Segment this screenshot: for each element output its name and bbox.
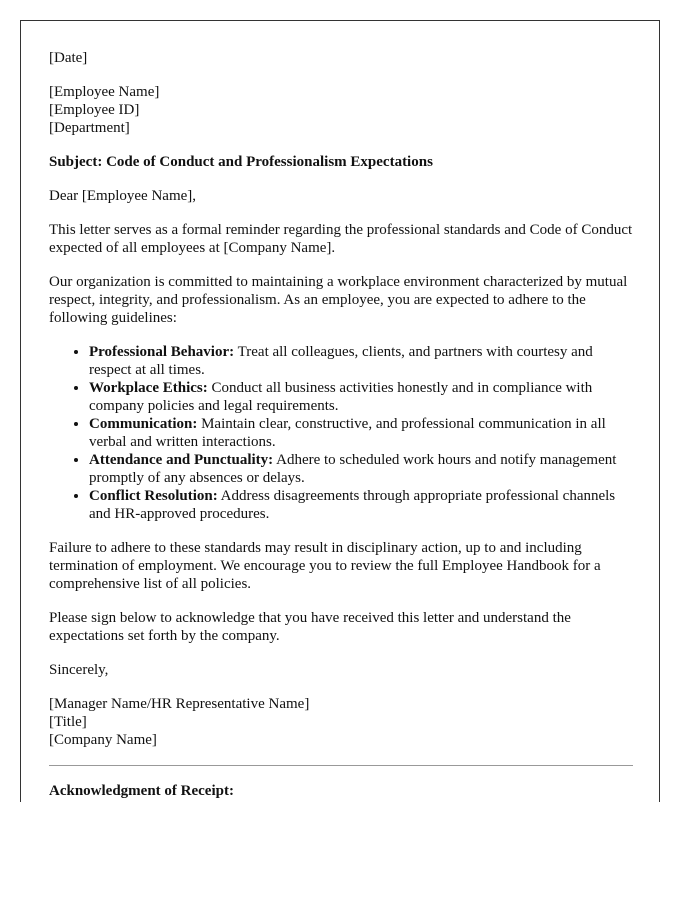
- salutation: Dear [Employee Name],: [49, 188, 197, 204]
- acknowledgment-heading: Acknowledgment of Receipt:: [49, 783, 234, 799]
- guidelines-list: [49, 343, 633, 523]
- recipient-name: [Employee Name]: [49, 84, 160, 100]
- sender-company: [Company Name]: [49, 732, 157, 748]
- guideline-item: [89, 379, 633, 415]
- intro-paragraph: This letter serves as a formal reminder regarding the professional standards and Code of Conduct expected of all employees at [Company Name].: [49, 222, 633, 256]
- guideline-title: Attendance and Punctuality:: [89, 452, 274, 468]
- guideline-text: Maintain clear, constructive, and professional communication in all verbal and written interactions.: [89, 416, 606, 450]
- recipient-department: [Department]: [49, 120, 130, 136]
- guideline-item: [89, 451, 633, 487]
- guideline-text: Adhere to scheduled work hours and notify management promptly of any absences or delays.: [89, 452, 617, 486]
- consequences-paragraph: Failure to adhere to these standards may result in disciplinary action, up to and including termination of employment. We encourage you to review the full Employee Handbook for a comprehensive list of all policies.: [49, 540, 601, 592]
- commitment-paragraph: Our organization is committed to maintaining a workplace environment characterized by mutual respect, integrity, and professionalism. As an employee, you are expected to adhere to the following guidelines:: [49, 274, 628, 326]
- guideline-title: Workplace Ethics:: [89, 380, 208, 396]
- letter-page: [20, 20, 660, 802]
- guideline-item: [89, 487, 633, 523]
- recipient-id: [Employee ID]: [49, 102, 140, 118]
- guideline-text: Conduct all business activities honestly and in compliance with company policies and legal requirements.: [89, 380, 593, 414]
- guideline-title: Conflict Resolution:: [89, 488, 218, 504]
- guideline-text: Treat all colleagues, clients, and partners with courtesy and respect at all times.: [89, 344, 593, 378]
- sign-request-paragraph: Please sign below to acknowledge that you have received this letter and understand the expectations set forth by the company.: [49, 610, 571, 644]
- recipient-block: [49, 83, 633, 137]
- closing: Sincerely,: [49, 662, 109, 678]
- guideline-title: Professional Behavior:: [89, 344, 235, 360]
- guideline-item: [89, 343, 633, 379]
- guideline-title: Communication:: [89, 416, 198, 432]
- date-line: [Date]: [49, 50, 88, 66]
- guideline-text: Address disagreements through appropriate professional channels and HR-approved procedures.: [89, 488, 616, 522]
- section-divider: [49, 765, 633, 766]
- sender-block: [49, 695, 633, 749]
- subject-line: Subject: Code of Conduct and Professionalism Expectations: [49, 154, 433, 170]
- guideline-item: [89, 415, 633, 451]
- letter-content: [49, 49, 633, 802]
- sender-title: [Title]: [49, 714, 87, 730]
- sender-name: [Manager Name/HR Representative Name]: [49, 696, 310, 712]
